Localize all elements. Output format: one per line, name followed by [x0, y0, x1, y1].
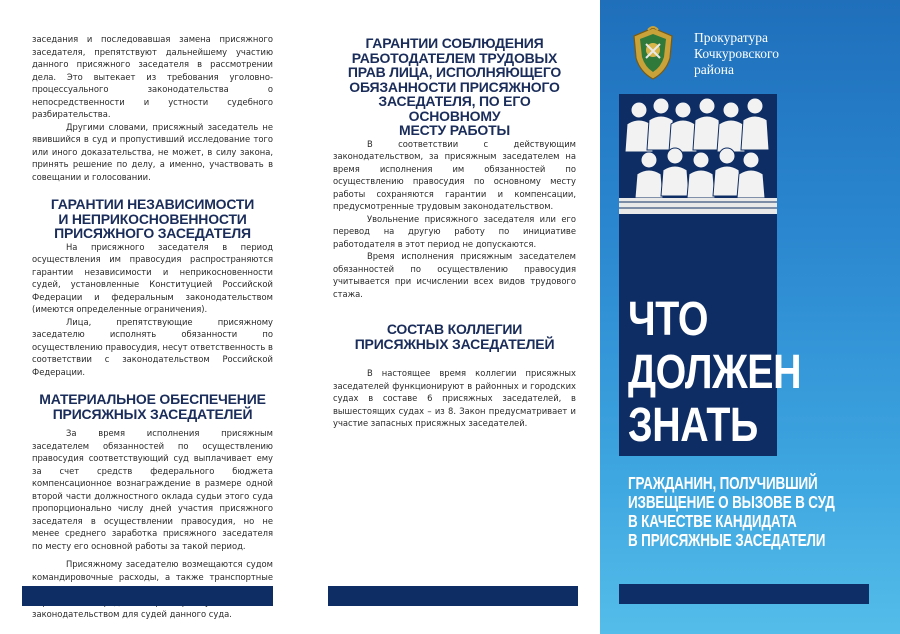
footer-bar	[22, 586, 273, 606]
material-support-paragraph-1: За время исполнения присяжным заседателем обязанностей по осуществлению правосудия соответствующий суд выплачивает ему за счет средств федерального бюджета компенсационное вознаграждение в размере одной второй части должностного оклада судьи этого суда пропорционально числу дней участия присяжного заседателя в осуществлении правосудия, но не менее среднего заработка присяжного заседателя по месту его основной работы за такой период.	[32, 428, 273, 551]
panel-left	[0, 0, 300, 634]
title-line: ОБЯЗАННОСТИ ПРИСЯЖНОГО	[349, 78, 560, 95]
organization-header	[628, 24, 888, 84]
intro-paragraph-2: Другими словами, присяжный заседатель не явившийся в суд и пропустивший исследование того или иного доказательства, не может, в силу закона, принять решение по делу, а именно, участвовать в совещании и голосовании.	[32, 121, 273, 182]
independence-paragraph-1: На присяжного заседателя в период осуществления им правосудия распространяются гарантии независимости и неприкосновенности судей, установленные Конституцией Российской Федерации и федеральным законодательством (имеются определенные ограничения).	[32, 241, 273, 314]
material-support-paragraph-2: Присяжному заседателю возмещаются судом командировочные расходы, а также транспортные законодательством для судей данного суда.	[32, 559, 273, 619]
title-line: ЧТО	[628, 293, 709, 346]
jury-illustration	[619, 94, 777, 214]
title-line: ПРИСЯЖНЫХ ЗАСЕДАТЕЛЕЙ	[52, 405, 253, 422]
intro-paragraph: заседания и последовавшая замена присяжного заседателя, препятствуют дальнейшему участию данного присяжного заседателя в рассмотрении дела. Это вытекает из требования уголовно-процессуального законодательства о непосредственности и устности судебного разбирательства.	[32, 34, 273, 119]
subtitle-line: В ПРИСЯЖНЫЕ ЗАСЕДАТЕЛИ	[628, 530, 826, 550]
independence-paragraph-2: Лица, препятствующие присяжному заседателю исполнять обязанности по осуществлению правосудия, несут ответственность в соответствии с законодательством Российской Федерации.	[32, 316, 273, 377]
cover-title	[628, 293, 849, 452]
org-line: Кочкуровского	[694, 46, 780, 61]
footer-bar	[619, 584, 869, 604]
title-line: И НЕПРИКОСНОВЕННОСТИ	[58, 210, 247, 227]
title-line: ДОЛЖЕН	[628, 346, 802, 399]
composition-paragraph: В настоящее время коллегии присяжных заседателей функционируют в районных и городских судах в составе 6 присяжных заседателей, в вышестоящих судах – из 8. Закон предусматривает и участие запасных присяжных заседателей.	[333, 368, 576, 428]
organization-name	[694, 30, 779, 78]
section-independence-title	[32, 197, 273, 241]
title-line: РАБОТОДАТЕЛЕМ ТРУДОВЫХ	[351, 49, 558, 66]
title-line: ГАРАНТИИ НЕЗАВИСИМОСТИ	[50, 196, 255, 212]
section-material-support-title	[32, 392, 273, 421]
title-line: ПРАВ ЛИЦА, ИСПОЛНЯЮЩЕГО	[347, 64, 562, 80]
section-labor-guarantees-title	[333, 36, 576, 138]
title-line: ПРИСЯЖНЫХ ЗАСЕДАТЕЛЕЙ	[354, 335, 555, 352]
panel-cover	[600, 0, 900, 634]
title-line: СОСТАВ КОЛЛЕГИИ	[386, 321, 523, 337]
labor-paragraph-1: В соответствии с действующим законодательством, за присяжным заседателем на время исполнения им обязанностей по осуществлению правосудия по основному месту работы сохраняются гарантии и компенсации, предусмотренные трудовым законодательством.	[333, 138, 576, 211]
labor-paragraph-2: Увольнение присяжного заседателя или его перевод на другую работу по инициативе работодателя в этот период не допускаются.	[333, 213, 576, 249]
title-line: МАТЕРИАЛЬНОЕ ОБЕСПЕЧЕНИЕ	[39, 391, 266, 407]
cover-subtitle	[628, 474, 867, 550]
labor-paragraph-3: Время исполнения присяжным заседателем обязанностей по осуществлению правосудия учитывается при исчислении всех видов трудового стажа.	[333, 251, 576, 299]
org-line: района	[694, 62, 734, 77]
org-line: Прокуратура	[694, 30, 768, 45]
panel-middle	[300, 0, 600, 634]
section-jury-composition-title	[333, 322, 576, 351]
subtitle-line: ИЗВЕЩЕНИЕ О ВЫЗОВЕ В СУД	[628, 492, 835, 512]
title-line: ЗНАТЬ	[628, 399, 758, 452]
title-line: МЕСТУ РАБОТЫ	[399, 122, 510, 138]
title-line: ПРИСЯЖНОГО ЗАСЕДАТЕЛЯ	[54, 225, 251, 241]
footer-bar	[328, 586, 578, 606]
subtitle-line: ГРАЖДАНИН, ПОЛУЧИВШИЙ	[628, 473, 818, 493]
subtitle-line: В КАЧЕСТВЕ КАНДИДАТА	[628, 511, 797, 531]
title-line: ГАРАНТИИ СОБЛЮДЕНИЯ	[365, 35, 544, 51]
prosecutor-emblem-icon	[628, 24, 678, 82]
title-line: ЗАСЕДАТЕЛЯ, ПО ЕГО ОСНОВНОМУ	[378, 93, 531, 124]
